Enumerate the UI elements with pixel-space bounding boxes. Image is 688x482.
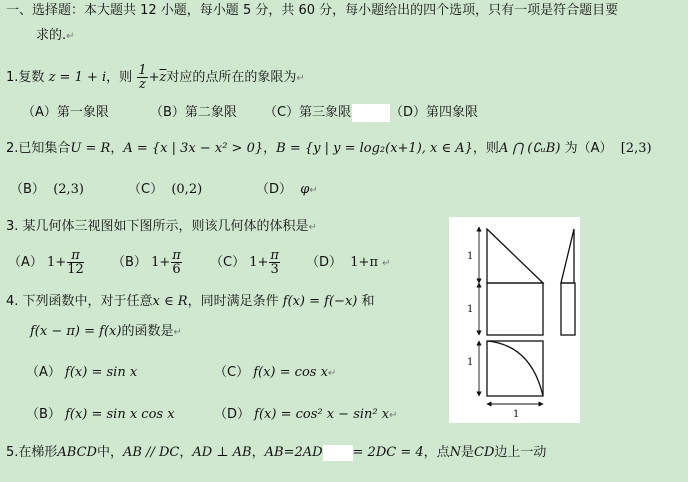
q3-option-c (210, 245, 281, 281)
q1-comma: ，则 (106, 70, 133, 85)
q3-option-b-num: π (172, 248, 181, 263)
q3-option-b-den: 6 (172, 262, 181, 277)
q5-sep1: ， (179, 445, 193, 460)
q1-frac-den: z (139, 77, 146, 92)
three-view-figure (449, 217, 580, 423)
white-gap (352, 104, 390, 122)
q5-sep2: ， (251, 445, 265, 460)
q2-sep2: ， (263, 141, 277, 156)
q3-option-b-fraction (171, 249, 182, 276)
q1-option-b: （B）第二象限 (150, 105, 237, 120)
q2-answer-a: [2,3) (620, 141, 652, 156)
q4-option-a-label: （A） (26, 365, 61, 380)
q4-option-d (214, 406, 397, 425)
q2-option-d (256, 181, 318, 200)
q3-option-a-pre: 1+ (47, 255, 67, 270)
paragraph-mark-icon: ↵ (296, 73, 305, 84)
q2-option-c-label: （C） (128, 182, 164, 197)
q1-option-a: （A）第一象限 (22, 105, 109, 120)
q2-option-c-value: (0,2) (171, 182, 203, 197)
q4-option-a-value: f(x) = sin x (65, 365, 138, 380)
q5-perpendicular: AD ⊥ AB (192, 445, 252, 460)
front-view (487, 229, 543, 335)
q4-option-a (26, 364, 137, 382)
q4-text-a: 4. 下列函数中，对于任意 (6, 294, 153, 309)
top-view-arc (487, 341, 543, 396)
top-view (487, 341, 543, 396)
q3-option-a-label: （A） (8, 255, 43, 270)
q5-text-b: 中， (96, 445, 123, 460)
q5-text-e: 边上一动 (494, 445, 547, 460)
q5-text-c: ，点 (423, 445, 450, 460)
q4-text-d: 的函数是 (121, 324, 174, 339)
q1-number: 1. (6, 70, 19, 85)
q5-segment: CD (474, 445, 495, 460)
q3-option-b-pre: 1+ (151, 255, 171, 270)
section-heading-line1: 一、选择题：本大题共 12 小题，每小题 5 分，共 60 分，每小题给出的四个选项，只有一项是符合题目要 (6, 3, 619, 18)
q1-fraction (137, 64, 147, 91)
q3-option-c-fraction (269, 249, 280, 276)
q4-equation-2: f(x − π) = f(x) (30, 324, 122, 339)
q3-option-b (112, 245, 183, 281)
q2-option-d-label: （D） (256, 182, 293, 197)
dimension-label-4: 1 (513, 409, 520, 420)
q1-plus: + (148, 70, 160, 85)
q1-option-d: （D）第四象限 (390, 105, 479, 120)
q1-z-equation: z = 1 + i (48, 70, 107, 85)
q3-option-a (8, 245, 85, 281)
q3-option-a-num: π (67, 249, 84, 263)
q4-option-d-label: （D） (214, 407, 251, 422)
three-view-svg (449, 217, 580, 423)
q3-option-c-label: （C） (210, 255, 246, 270)
q4-condition: x ∈ R (152, 294, 188, 309)
top-view-square (487, 341, 543, 396)
q1-zbar: $\overline{z}$ (159, 70, 167, 85)
q4-option-d-value: f(x) = cos² x − sin² x (254, 407, 390, 422)
q2-option-c (128, 181, 202, 199)
q5-equation-1: AB=2AD (264, 445, 323, 460)
q5-text-d: 是 (461, 445, 475, 460)
q3-option-c-num: π (270, 248, 279, 263)
q1-frac-num: 1 (138, 63, 147, 78)
q3-option-d (306, 245, 391, 281)
q2-set-u: U = R (70, 141, 111, 156)
side-view-triangle (561, 229, 574, 283)
q2-text-b: ，则 (472, 141, 499, 156)
q2-option-d-value: φ (300, 182, 310, 197)
q1-prefix: 复数 (18, 70, 45, 85)
q4-option-c (214, 364, 336, 383)
q3-option-a-den: 12 (67, 262, 84, 277)
dimension-label-3: 1 (467, 357, 474, 368)
question-2 (6, 140, 652, 158)
q3-option-d-value: 1+π (350, 255, 378, 270)
paragraph-mark-icon: ↵ (308, 222, 317, 233)
section-heading (6, 2, 618, 20)
q2-option-b (10, 181, 84, 199)
paragraph-mark-icon: ↵ (66, 31, 75, 42)
q4-text-b: ，同时满足条件 (187, 294, 279, 309)
dimension-label-1: 1 (467, 251, 474, 262)
paragraph-mark-icon: ↵ (327, 368, 337, 379)
q3-option-d-label: （D） (306, 255, 343, 270)
question-4 (6, 293, 375, 311)
question-3 (6, 218, 317, 237)
q2-set-b: B = {y | y = log₂(x+1), x ∈ A} (276, 141, 473, 156)
section-heading-line2: 求的. (36, 28, 67, 43)
q3-text: 3. 某几何体三视图如下图所示，则该几何体的体积是 (6, 219, 309, 234)
side-view-square (561, 283, 575, 335)
q5-trapezoid-name: ABCD (57, 445, 97, 460)
q4-equation-1: f(x) = f(−x) (282, 294, 358, 309)
paragraph-mark-icon: ↵ (309, 185, 318, 196)
q4-option-c-value: f(x) = cos x (253, 365, 328, 380)
q4-option-b (26, 406, 175, 424)
paragraph-mark-icon: ↵ (389, 410, 398, 421)
q5-point: N (449, 445, 462, 460)
q1-suffix: 对应的点所在的象限为 (166, 70, 297, 85)
q3-option-c-den: 3 (270, 262, 279, 277)
white-gap (323, 445, 353, 461)
q2-option-b-label: （B） (10, 182, 45, 197)
question-4-line2 (30, 323, 182, 342)
q3-option-a-fraction (67, 249, 84, 276)
q5-equation-2: = 2DC = 4 (352, 445, 424, 460)
paragraph-mark-icon: ↵ (173, 327, 182, 338)
q2-sep1: ， (110, 141, 124, 156)
q2-option-b-value: (2,3) (53, 182, 85, 197)
q5-parallel: AB // DC (122, 445, 180, 460)
section-heading-line2-wrap (36, 27, 75, 46)
q4-text-c: 和 (361, 294, 375, 309)
q2-text-c: 为（A） (564, 141, 613, 156)
front-view-triangle (487, 229, 543, 283)
front-view-square (487, 283, 543, 335)
question-1 (6, 60, 305, 96)
q4-option-b-label: （B） (26, 407, 61, 422)
q3-option-b-label: （B） (112, 255, 147, 270)
q4-option-c-label: （C） (214, 365, 250, 380)
q2-expression: A ⋂ (∁ᵤB) (498, 141, 561, 156)
q1-option-c: （C）第三象限 (264, 105, 352, 120)
q4-option-b-value: f(x) = sin x cos x (65, 407, 175, 422)
q2-set-a: A = {x | 3x − x² > 0} (123, 141, 264, 156)
side-view (561, 229, 575, 335)
q5-text-a: 5.在梯形 (6, 445, 58, 460)
paragraph-mark-icon: ↵ (382, 258, 391, 269)
dimension-label-2: 1 (467, 304, 474, 315)
q2-text-a: 2.已知集合 (6, 141, 71, 156)
question-5 (6, 444, 546, 462)
q3-option-c-pre: 1+ (249, 255, 269, 270)
